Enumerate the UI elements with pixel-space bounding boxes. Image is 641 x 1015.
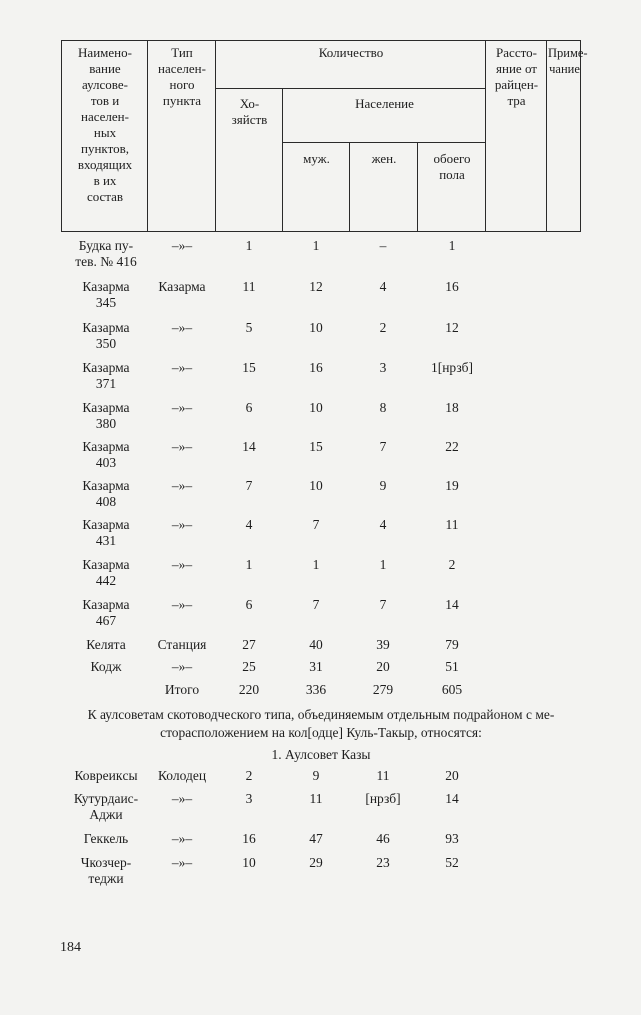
header-note: Приме- чание bbox=[548, 46, 588, 76]
table-row-type: –»– bbox=[171, 320, 193, 335]
table-row-type: –»– bbox=[171, 238, 193, 253]
table-row-farms: 2 bbox=[245, 768, 253, 783]
table-row-type: –»– bbox=[171, 659, 193, 674]
table-row-male: 9 bbox=[312, 768, 320, 783]
table-row-both: 51 bbox=[445, 659, 459, 674]
header-quantity: Количество bbox=[318, 45, 384, 60]
table-row-male: 15 bbox=[309, 439, 323, 454]
table-row-female: 4 bbox=[379, 517, 387, 532]
total-male: 336 bbox=[305, 682, 327, 697]
table-row-female: 8 bbox=[379, 400, 387, 415]
table-row-male: 10 bbox=[309, 400, 323, 415]
table-row-type: –»– bbox=[171, 439, 193, 454]
total-female: 279 bbox=[372, 682, 394, 697]
table-row-both: 11 bbox=[445, 517, 459, 532]
table-row-name: Казарма 380 bbox=[82, 400, 130, 431]
table-row-female: 9 bbox=[379, 478, 387, 493]
table-row-both: 1 bbox=[448, 238, 456, 253]
header-name: Наимено- вание аулсове- тов и населен- ных пунктов, входящих в их состав bbox=[77, 45, 133, 204]
header-distance: Рассто- яние от райцен- тра bbox=[494, 45, 539, 108]
table-row-male: 7 bbox=[312, 517, 320, 532]
table-row-name: Казарма 408 bbox=[82, 478, 130, 509]
table-row-type: –»– bbox=[171, 557, 193, 572]
table-row-type: Казарма bbox=[158, 279, 206, 294]
table-row-farms: 16 bbox=[242, 831, 256, 846]
section-title: 1. Аулсовет Казы bbox=[271, 747, 371, 762]
table-row-female: 23 bbox=[376, 855, 390, 870]
table-row-both: 52 bbox=[445, 855, 459, 870]
table-row-farms: 25 bbox=[242, 659, 256, 674]
table-row-farms: 6 bbox=[245, 597, 253, 612]
table-row-name: Казарма 371 bbox=[82, 360, 130, 391]
table-row-name: Казарма 442 bbox=[82, 557, 130, 588]
table-row-name: Будка пу- тев. № 416 bbox=[75, 238, 137, 269]
table-row-type: –»– bbox=[171, 478, 193, 493]
table-row-both: 18 bbox=[445, 400, 459, 415]
table-row-farms: 6 bbox=[245, 400, 253, 415]
table-row-name: Казарма 350 bbox=[82, 320, 130, 351]
table-row-female: – bbox=[379, 238, 387, 253]
table-row-farms: 1 bbox=[245, 557, 253, 572]
table-row-female: 2 bbox=[379, 320, 387, 335]
table-row-name: Казарма 467 bbox=[82, 597, 130, 628]
header-female: жен. bbox=[371, 151, 397, 166]
table-row-name: Казарма 431 bbox=[82, 517, 130, 548]
table-row-male: 12 bbox=[309, 279, 323, 294]
table-row-male: 7 bbox=[312, 597, 320, 612]
table-row-female: 20 bbox=[376, 659, 390, 674]
table-row-type: –»– bbox=[171, 517, 193, 532]
table-row-male: 1 bbox=[312, 238, 320, 253]
table-row-farms: 4 bbox=[245, 517, 253, 532]
table-row-female: 1 bbox=[379, 557, 387, 572]
table-row-type: –»– bbox=[171, 855, 193, 870]
table-row-male: 47 bbox=[309, 831, 323, 846]
table-row-both: 93 bbox=[445, 831, 459, 846]
table-row-type: Станция bbox=[157, 637, 207, 652]
total-label: Итого bbox=[164, 682, 200, 697]
table-row-name: Чкозчер- теджи bbox=[80, 855, 132, 886]
table-row-both: 19 bbox=[445, 478, 459, 493]
table-row-farms: 15 bbox=[242, 360, 256, 375]
header-type: Тип населен- ного пункта bbox=[158, 45, 206, 108]
table-row-farms: 5 bbox=[245, 320, 253, 335]
table-row-type: –»– bbox=[171, 831, 193, 846]
table-row-both: 14 bbox=[445, 597, 459, 612]
table-row-male: 10 bbox=[309, 320, 323, 335]
total-farms: 220 bbox=[238, 682, 260, 697]
table-row-name: Ковреикcы bbox=[74, 768, 138, 783]
table-row-female: [нрзб] bbox=[365, 791, 401, 806]
table-row-type: –»– bbox=[171, 360, 193, 375]
body-paragraph: К аулсоветам скотоводческого типа, объединяемым отдельным подрайоном с ме- сторасположением на кол[одце] Куль-Такыр, относятся: bbox=[87, 707, 555, 740]
page-number: 184 bbox=[60, 940, 81, 955]
table-row-type: –»– bbox=[171, 791, 193, 806]
table-row-both: 2 bbox=[448, 557, 456, 572]
header-population: Население bbox=[355, 96, 414, 111]
table-row-name: Кутурдаис- Аджи bbox=[73, 791, 139, 822]
table-row-name: Казарма 345 bbox=[82, 279, 130, 310]
header-male: муж. bbox=[303, 151, 330, 166]
table-row-name: Геккель bbox=[83, 831, 129, 846]
table-row-male: 29 bbox=[309, 855, 323, 870]
table-row-farms: 14 bbox=[242, 439, 256, 454]
table-row-male: 11 bbox=[309, 791, 323, 806]
table-row-name: Кодж bbox=[90, 659, 122, 674]
table-row-both: 1[нрзб] bbox=[430, 360, 474, 375]
table-row-both: 16 bbox=[445, 279, 459, 294]
table-row-both: 20 bbox=[445, 768, 459, 783]
total-both: 605 bbox=[441, 682, 463, 697]
table-row-female: 7 bbox=[379, 597, 387, 612]
table-row-female: 39 bbox=[376, 637, 390, 652]
header-both: обоего пола bbox=[433, 151, 471, 182]
table-row-farms: 3 bbox=[245, 791, 253, 806]
table-row-farms: 7 bbox=[245, 478, 253, 493]
table-row-type: –»– bbox=[171, 597, 193, 612]
table-row-male: 1 bbox=[312, 557, 320, 572]
table-row-farms: 27 bbox=[242, 637, 256, 652]
table-row-female: 11 bbox=[376, 768, 390, 783]
table-row-male: 31 bbox=[309, 659, 323, 674]
table-row-female: 46 bbox=[376, 831, 390, 846]
table-row-male: 16 bbox=[309, 360, 323, 375]
table-row-both: 12 bbox=[445, 320, 459, 335]
table-row-both: 14 bbox=[445, 791, 459, 806]
table-row-farms: 11 bbox=[242, 279, 256, 294]
table-row-farms: 10 bbox=[242, 855, 256, 870]
table-row-male: 40 bbox=[309, 637, 323, 652]
table-row-female: 4 bbox=[379, 279, 387, 294]
table-row-female: 3 bbox=[379, 360, 387, 375]
table-row-name: Келята bbox=[86, 637, 126, 652]
table-header bbox=[61, 40, 588, 232]
table-row-farms: 1 bbox=[245, 238, 253, 253]
table-row-male: 10 bbox=[309, 478, 323, 493]
table-row-type: Колодец bbox=[157, 768, 207, 783]
table-row-name: Казарма 403 bbox=[82, 439, 130, 470]
table-row-both: 79 bbox=[445, 637, 459, 652]
table-row-both: 22 bbox=[445, 439, 459, 454]
table-row-female: 7 bbox=[379, 439, 387, 454]
table-row-type: –»– bbox=[171, 400, 193, 415]
header-farms: Хо- зяйств bbox=[231, 96, 268, 127]
